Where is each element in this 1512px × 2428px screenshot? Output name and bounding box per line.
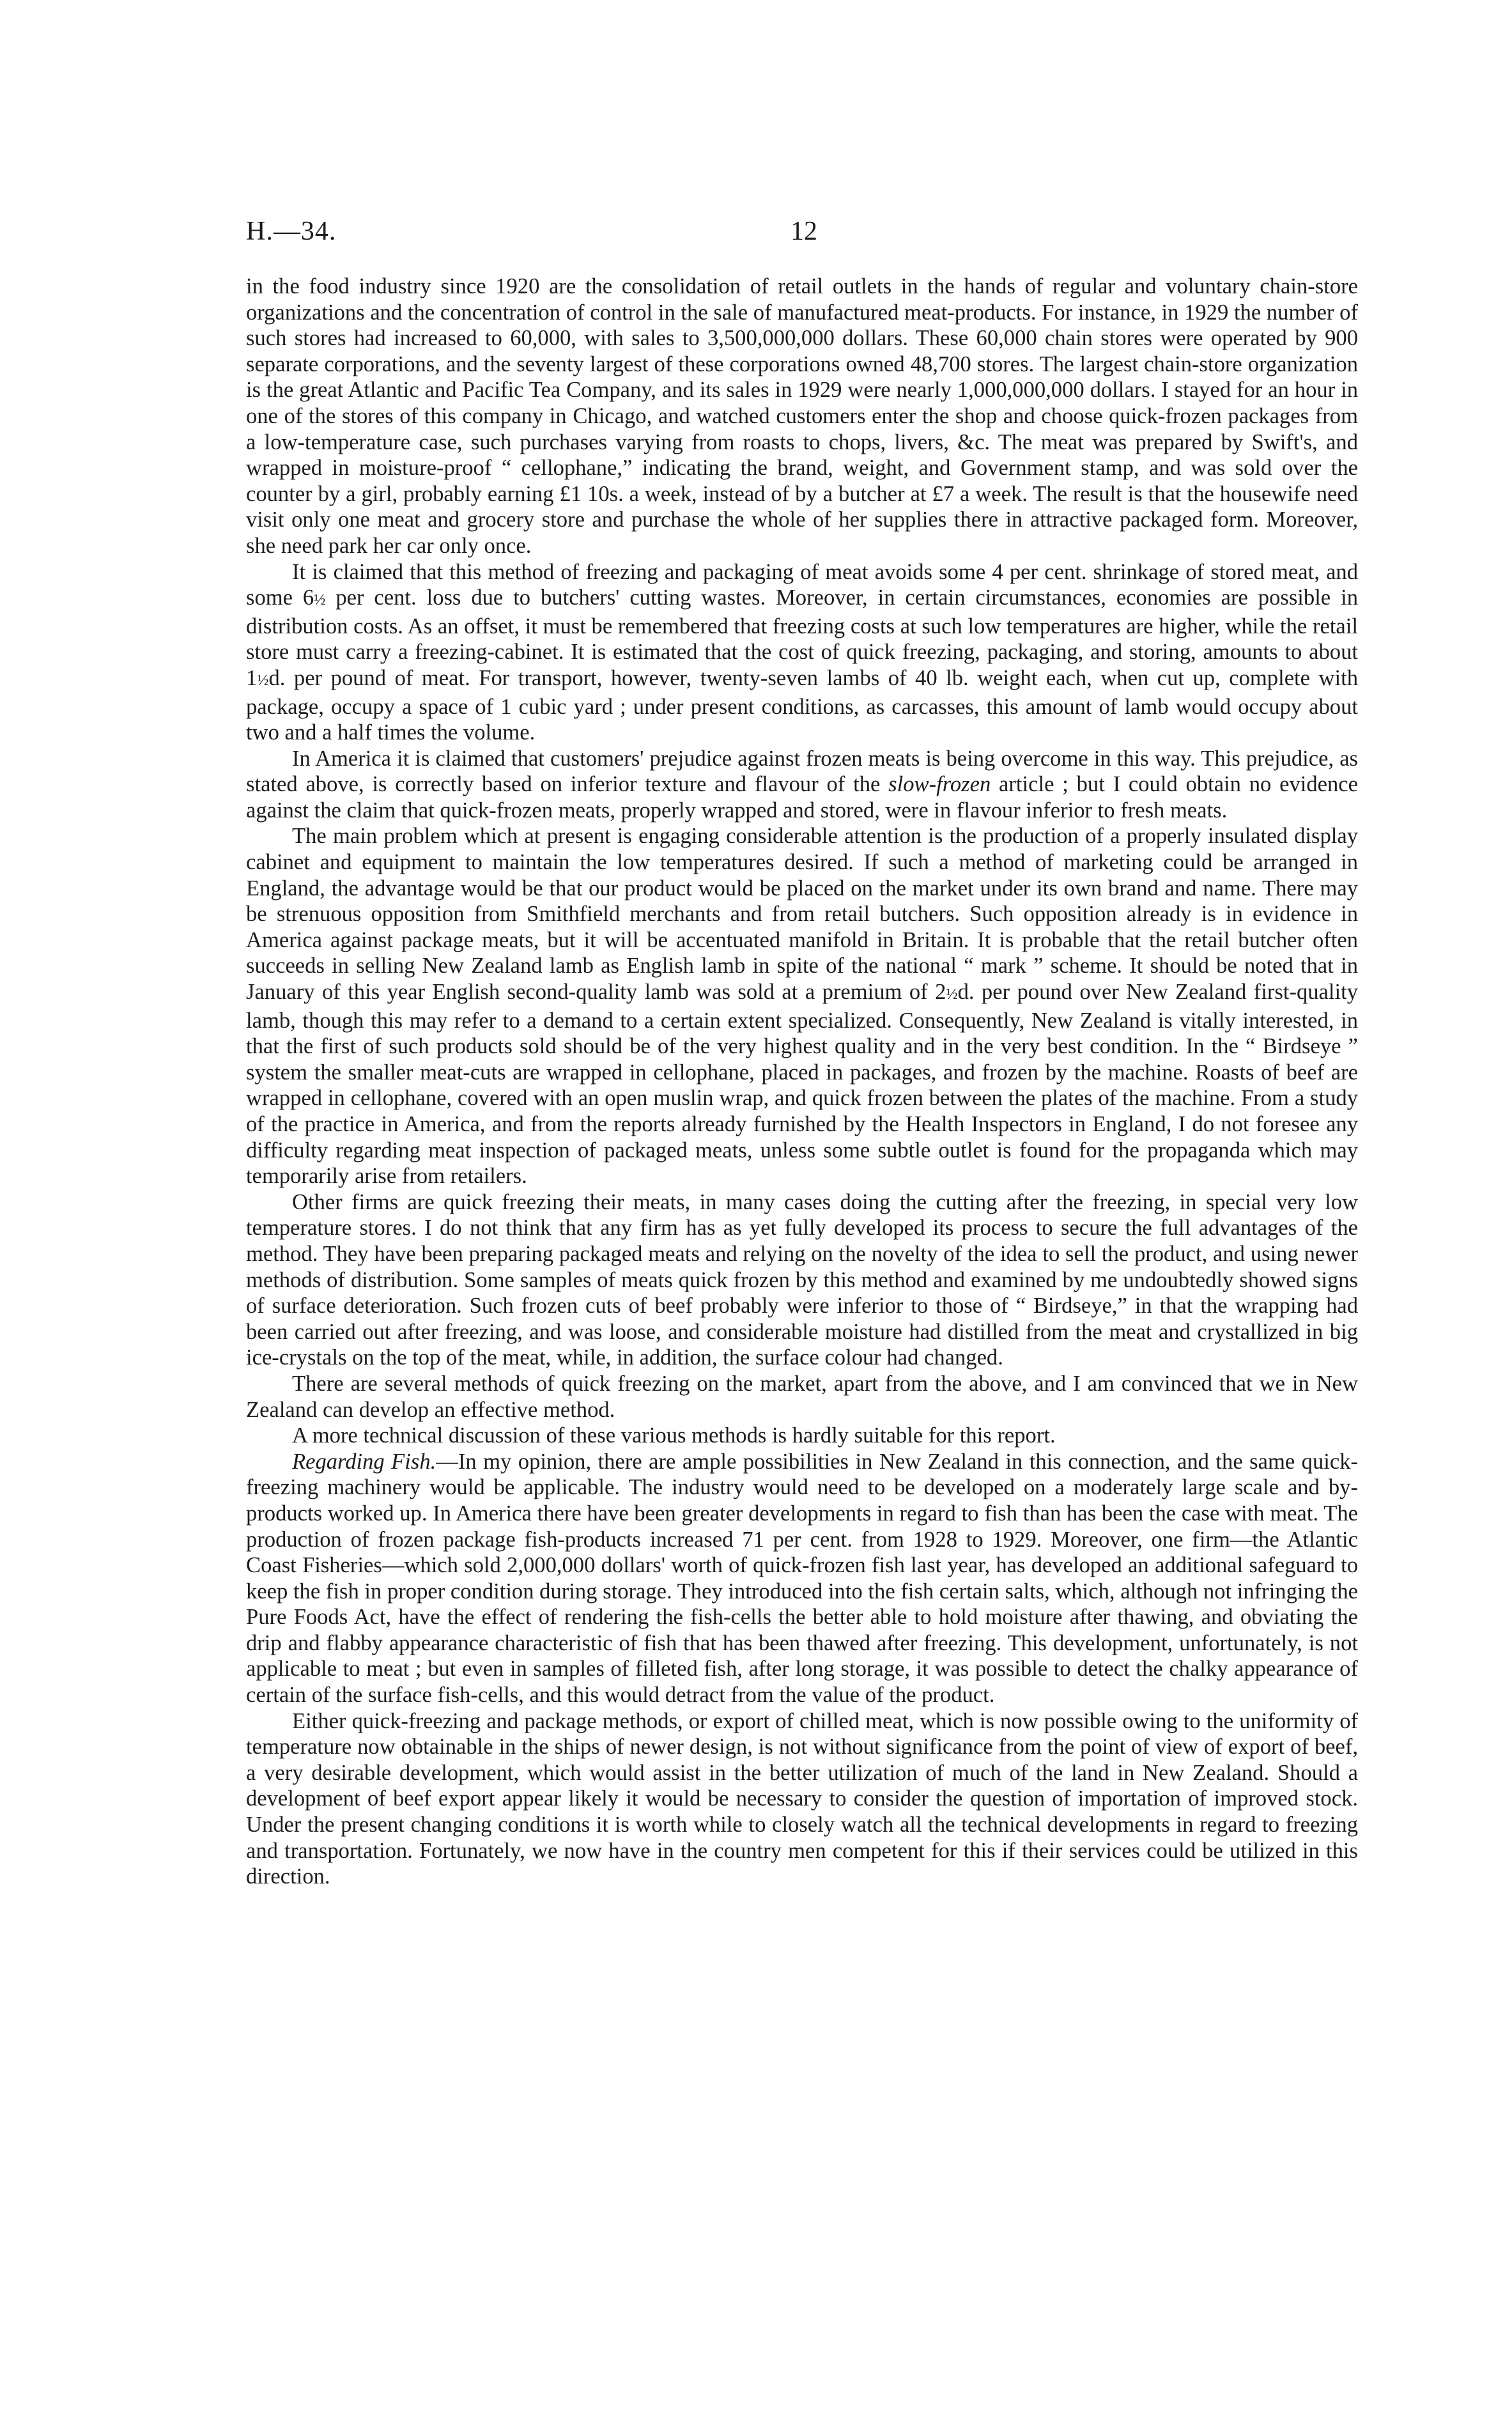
- paragraph: [246, 1449, 1358, 1708]
- text-run: article ; but I could obtain no evidence against the claim that quick-frozen meats, properly wrapped and stored, were in flavour inferior to fresh meats.: [246, 772, 1358, 823]
- page-number: 12: [791, 217, 817, 246]
- paragraph: [246, 559, 1358, 746]
- body-text: [246, 274, 1358, 1890]
- text-run: d. per pound of meat. For transport, however, twenty-seven lambs of 40 lb. weight each, when cut up, complete with package, occupy a space of 1 cubic yard ; under present conditions, as carcasses, this amount of lamb would occupy about two and a half times the volume.: [246, 665, 1358, 745]
- paragraph: [246, 274, 1358, 559]
- fraction: ½: [257, 671, 269, 689]
- paragraph: [246, 823, 1358, 1189]
- text-run: d. per pound over New Zealand first-quality lamb, though this may refer to a demand to a certain extent specialized. Consequently, New Zealand is vitally interested, in that the first of such products sold should be of the very highest quality and in the very best condition. In the “ Birdseye ” system the smaller meat-cuts are wrapped in cellophane, placed in packages, and frozen by the machine. Roasts of beef are wrapped in cellophane, covered with an open muslin wrap, and quick frozen between the plates of the machine. From a study of the practice in America, and from the reports already furnished by the Health Inspectors in England, I do not foresee any difficulty regarding meat inspection of packaged meats, unless some subtle outlet is found for the propaganda which may temporarily arise from retailers.: [246, 980, 1358, 1189]
- page-header: [246, 216, 1358, 254]
- fraction: ½: [946, 986, 958, 1003]
- paragraph: [246, 746, 1358, 824]
- italic-text: slow-frozen: [888, 772, 991, 797]
- paragraph: [246, 1371, 1358, 1423]
- italic-text: Regarding Fish.: [292, 1449, 436, 1474]
- text-run: The main problem which at present is engaging considerable attention is the production of a properly insulated display cabinet and equipment to maintain the low temperatures desired. If such a method of marketing could be arranged in England, the advantage would be that our product would be placed on the market under its own brand and name. There may be strenuous opposition from Smithfield merchants and from retail butchers. Such opposition already is in evidence in America against package meats, but it will be accentuated manifold in Britain. It is probable that the retail butcher often succeeds in selling New Zealand lamb as English lamb in spite of the national “ mark ” scheme. It should be noted that in January of this year English second-quality lamb was sold at a premium of 2: [246, 824, 1358, 1005]
- document-reference: H.—34.: [246, 217, 337, 246]
- text-run: in the food industry since 1920 are the consolidation of retail outlets in the hands of regular and voluntary chain-store organizations and the concentration of control in the sale of manufactured meat-products. For instance, in 1929 the number of such stores had increased to 60,000, with sales to 3,500,000,000 dollars. These 60,000 chain stores were operated by 900 separate corporations, and the seventy largest of these corporations owned 48,700 stores. The largest chain-store organization is the great Atlantic and Pacific Tea Company, and its sales in 1929 were nearly 1,000,000,000 dollars. I stayed for an hour in one of the stores of this company in Chicago, and watched customers enter the shop and choose quick-frozen packages from a low-temperature case, such purchases varying from roasts to chops, livers, &c. The meat was prepared by Swift's, and wrapped in moisture-proof “ cellophane,” indicating the brand, weight, and Government stamp, and was sold over the counter by a girl, probably earning £1 10s. a week, instead of by a butcher at £7 a week. The result is that the housewife need visit only one meat and grocery store and purchase the whole of her supplies there in attractive packaged form. Moreover, she need park her car only once.: [246, 274, 1358, 558]
- text-run: In America it is claimed that customers' prejudice against frozen meats is being overcome in this way. This prejudice, as stated above, is correctly based on inferior texture and flavour of the: [246, 746, 1358, 797]
- text-run: per cent. loss due to butchers' cutting wastes. Moreover, in certain circumstances, economies are possible in distribution costs. As an offset, it must be remembered that freezing costs at such low temperatures are higher, while the retail store must carry a freezing-cabinet. It is estimated that the cost of quick freezing, packaging, and storing, amounts to about 1: [246, 585, 1358, 690]
- text-run: There are several methods of quick freezing on the market, apart from the above, and I am convinced that we in New Zealand can develop an effective method.: [246, 1371, 1358, 1422]
- paragraph: [246, 1189, 1358, 1371]
- text-run: Either quick-freezing and package methods, or export of chilled meat, which is now possible owing to the uniformity of temperature now obtainable in the ships of newer design, is not without significance from the point of view of export of beef, a very desirable development, which would assist in the better utilization of much of the land in New Zealand. Should a development of beef export appear likely it would be necessary to consider the question of importation of improved stock. Under the present changing conditions it is worth while to closely watch all the technical developments in regard to freezing and transportation. Fortunately, we now have in the country men competent for this if their services could be utilized in this direction.: [246, 1708, 1358, 1889]
- paragraph: [246, 1708, 1358, 1890]
- text-run: Other firms are quick freezing their meats, in many cases doing the cutting after the freezing, in special very low temperature stores. I do not think that any firm has as yet fully developed its process to secure the full advantages of the method. They have been preparing packaged meats and relying on the novelty of the idea to sell the product, and using newer methods of distribution. Some samples of meats quick frozen by this method and examined by me undoubtedly showed signs of surface deterioration. Such frozen cuts of beef probably were inferior to those of “ Birdseye,” in that the wrapping had been carried out after freezing, and was loose, and considerable moisture had distilled from the meat and crystallized in big ice-crystals on the top of the meat, while, in addition, the surface colour had changed.: [246, 1189, 1358, 1370]
- fraction: ½: [314, 591, 326, 609]
- text-run: A more technical discussion of these various methods is hardly suitable for this report.: [292, 1423, 1056, 1448]
- text-run: —In my opinion, there are ample possibilities in New Zealand in this connection, and the same quick-freezing machinery would be applicable. The industry would need to be developed on a moderately large scale and by-products worked up. In America there have been greater developments in regard to fish than has been the case with meat. The production of frozen package fish-products increased 71 per cent. from 1928 to 1929. Moreover, one firm—the Atlantic Coast Fisheries—which sold 2,000,000 dollars' worth of quick-frozen fish last year, has developed an additional safeguard to keep the fish in proper condition during storage. They introduced into the fish certain salts, which, although not infringing the Pure Foods Act, have the effect of rendering the fish-cells the better able to hold moisture after thawing, and obviating the drip and flabby appearance characteristic of fish that has been thawed after freezing. This development, unfortunately, is not applicable to meat ; but even in samples of filleted fish, after long storage, it was possible to detect the chalky appearance of certain of the surface fish-cells, and this would detract from the value of the product.: [246, 1449, 1359, 1708]
- paragraph: [246, 1423, 1358, 1449]
- text-run: It is claimed that this method of freezing and packaging of meat avoids some 4 per cent. shrinkage of stored meat, and some 6: [246, 559, 1358, 610]
